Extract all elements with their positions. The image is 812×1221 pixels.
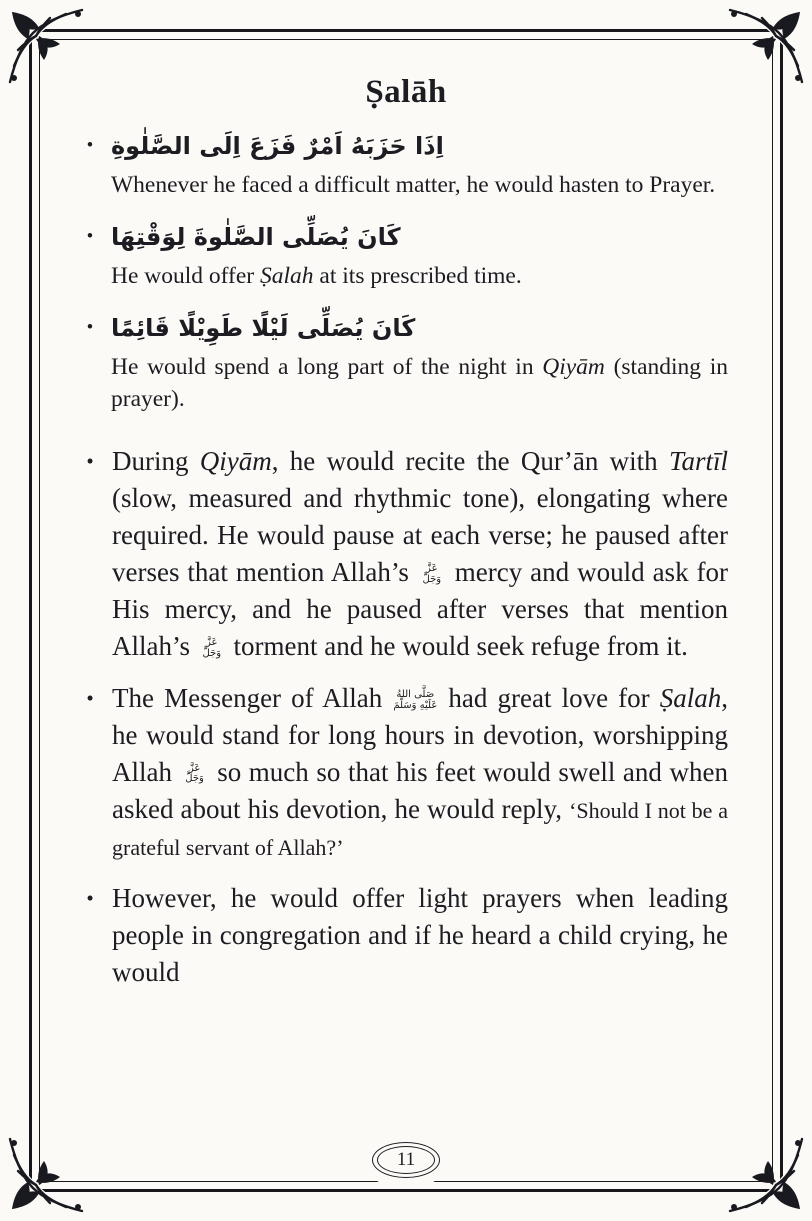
corner-ornament-bottom-right-icon — [722, 1131, 806, 1215]
arabic-text: اِذَا حَزَبَهُ اَمْرٌ فَزَعَ اِلَى الصَّلٰوةِ — [111, 132, 444, 160]
bullet-icon: • — [86, 448, 94, 473]
translation-text: Whenever he faced a difficult matter, he would hasten to Prayer. — [111, 172, 716, 198]
bullet-icon: • — [86, 225, 94, 247]
translation-text: He would spend a long part of the night in Qiyām (standing in prayer). — [111, 353, 728, 412]
paragraph-text: However, he would offer light prayers when leading people in congregation and if he heard a child crying, he would — [112, 882, 728, 987]
bullet-icon: • — [86, 685, 94, 710]
translation-text: He would offer Ṣalah at its prescribed time. — [111, 262, 522, 289]
bullet-icon: • — [86, 316, 94, 338]
arabic-text: كَانَ يُصَلِّى الصَّلٰوةَ لِوَقْتِهَا — [111, 222, 401, 251]
arabic-text: كَانَ يُصَلِّى لَيْلًا طَوِيْلًا قَائِمًا — [111, 313, 416, 342]
hadith-item-3 — [84, 307, 728, 428]
bullet-paragraph-2 — [84, 680, 728, 865]
page-number: 11 — [377, 1146, 435, 1174]
page-content — [84, 74, 728, 1165]
paragraph-text: The Messenger of Allah صَلَّى اللهُ عَلَيْهِ وَسَلَّمَ had great love for Ṣalah, he would stand for long hours in devotion, worshipping Allah عَزَّ وَجَلَّ so much so that his feet would swell and when asked about his devotion, he would reply, ‘Should I not be a grateful servant of Allah?’ — [112, 682, 728, 860]
hadith-body — [111, 216, 728, 305]
bullet-icon: • — [86, 135, 94, 156]
bullet-icon: • — [86, 885, 94, 910]
corner-ornament-top-right-icon — [722, 6, 806, 90]
page-number-badge — [372, 1142, 440, 1178]
hadith-body — [111, 307, 728, 428]
hadith-item-1 — [84, 125, 728, 214]
bullet-paragraph-1 — [84, 443, 728, 665]
corner-ornament-top-left-icon — [6, 6, 90, 90]
bullet-paragraph-3 — [84, 880, 728, 991]
page-title: Ṣalāh — [365, 74, 447, 110]
corner-ornament-bottom-left-icon — [6, 1131, 90, 1215]
hadith-body — [111, 125, 728, 214]
paragraph-text: During Qiyām, he would recite the Qur’ān with Tartīl (slow, measured and rhythmic tone), elongating where required. He would pause at each verse; he paused after verses that mention Allah’s عَزَّ وَجَلَّ mercy and would ask for His mercy, and he paused after verses that mention Allah’s عَزَّ وَجَلَّ torment and he would seek refuge from it. — [112, 445, 729, 661]
hadith-item-2 — [84, 216, 728, 305]
